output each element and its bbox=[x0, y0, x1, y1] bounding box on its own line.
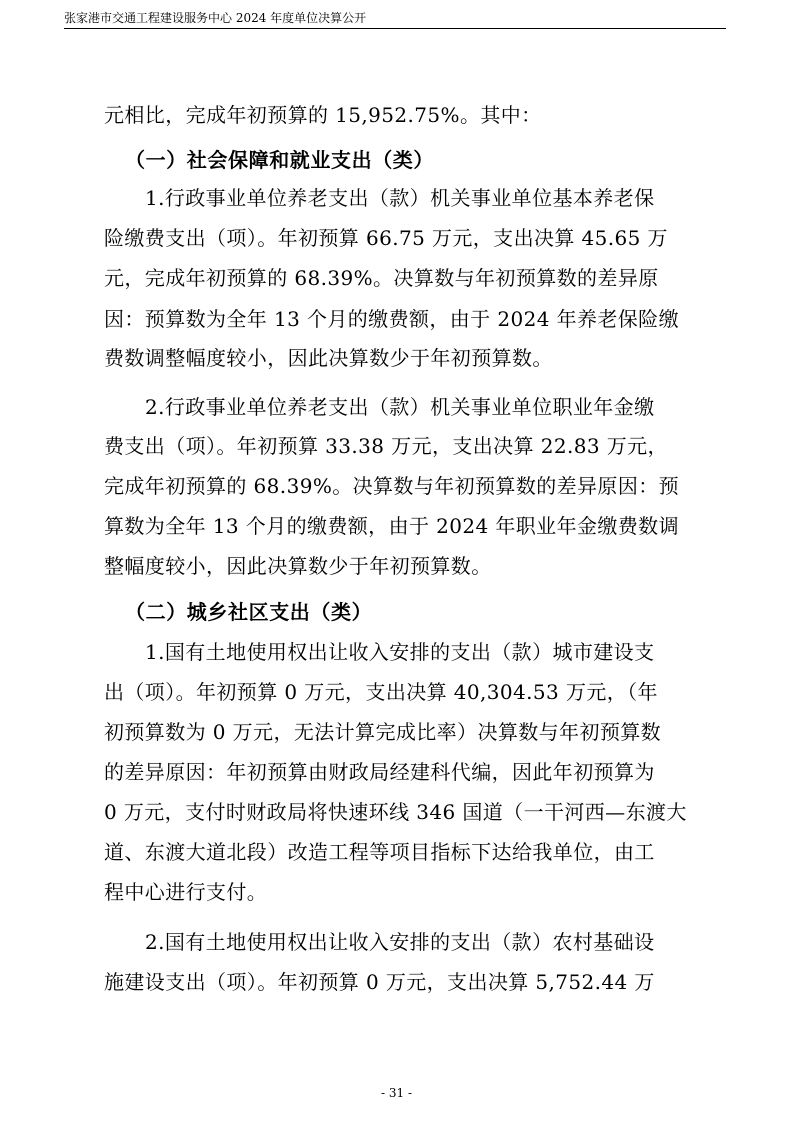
body-line: 道、东渡大道北段）改造工程等项目指标下达给我单位，由工 bbox=[104, 840, 655, 864]
body-line: 整幅度较小，因此决算数少于年初预算数。 bbox=[104, 554, 492, 578]
body-line: 元，完成年初预算的 68.39%。决算数与年初预算数的差异原 bbox=[104, 266, 659, 290]
body-line: 算数为全年 13 个月的缴费额，由于 2024 年职业年金缴费数调 bbox=[104, 514, 679, 538]
body-line: 1.国有土地使用权出让收入安排的支出（款）城市建设支 bbox=[145, 640, 655, 664]
body-line: 完成年初预算的 68.39%。决算数与年初预算数的差异原因：预 bbox=[104, 474, 680, 498]
body-line: 出（项）。年初预算 0 万元，支出决算 40,304.53 万元，（年 bbox=[104, 680, 658, 704]
body-line: 费数调整幅度较小，因此决算数少于年初预算数。 bbox=[104, 346, 553, 370]
body-line: 初预算数为 0 万元，无法计算完成比率）决算数与年初预算数 bbox=[104, 720, 662, 744]
body-line: 2.行政事业单位养老支出（款）机关事业单位职业年金缴 bbox=[145, 395, 655, 419]
body-line: 2.国有土地使用权出让收入安排的支出（款）农村基础设 bbox=[145, 930, 655, 954]
body-line: 0 万元，支付时财政局将快速环线 346 国道（一干河西—东渡大 bbox=[104, 800, 687, 824]
page-header-title: 张家港市交通工程建设服务中心 2024 年度单位决算公开 bbox=[64, 11, 367, 25]
body-line: 程中心进行支付。 bbox=[104, 880, 268, 904]
section-heading-social-security: （一）社会保障和就业支出（类） bbox=[125, 148, 434, 172]
page-number: - 31 - bbox=[380, 1086, 412, 1100]
body-line: 费支出（项）。年初预算 33.38 万元，支出决算 22.83 万元， bbox=[104, 434, 668, 458]
body-line: 的差异原因：年初预算由财政局经建科代编，因此年初预算为 bbox=[104, 760, 655, 784]
body-line: 施建设支出（项）。年初预算 0 万元，支出决算 5,752.44 万 bbox=[104, 970, 655, 994]
body-line: 险缴费支出（项）。年初预算 66.75 万元，支出决算 45.65 万 bbox=[104, 226, 668, 250]
body-line: 因：预算数为全年 13 个月的缴费额，由于 2024 年养老保险缴 bbox=[104, 307, 679, 331]
header-divider bbox=[64, 28, 726, 29]
body-line: 1.行政事业单位养老支出（款）机关事业单位基本养老保 bbox=[145, 186, 655, 210]
body-line: 元相比，完成年初预算的 15,952.75%。其中： bbox=[104, 103, 542, 127]
section-heading-urban-rural: （二）城乡社区支出（类） bbox=[125, 600, 373, 624]
